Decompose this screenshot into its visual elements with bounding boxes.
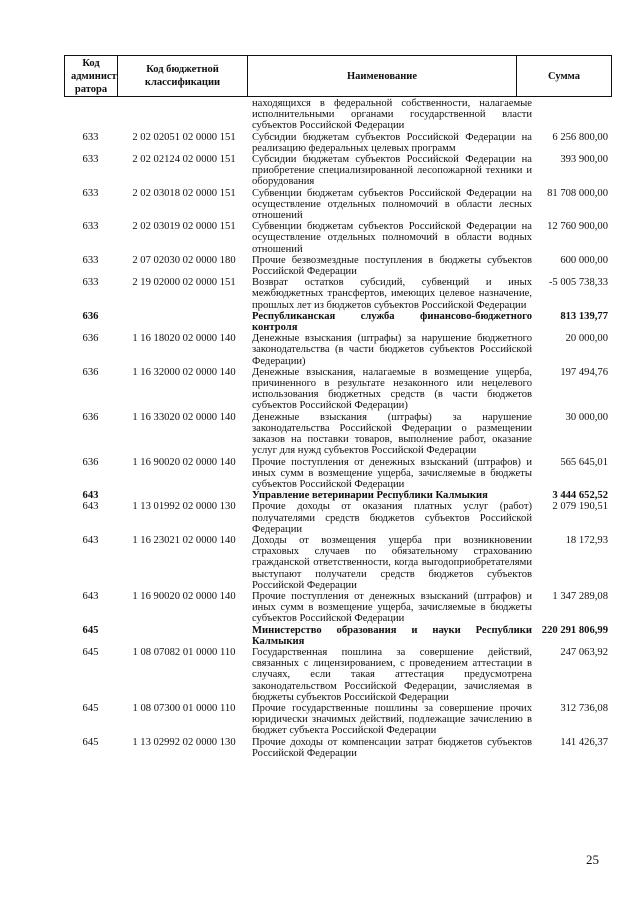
- cell-budget-code: 1 16 90020 02 0000 140: [132, 456, 236, 468]
- cell-admin-code: 645: [82, 624, 99, 636]
- header-name: Наименование: [248, 56, 517, 97]
- table-row: [64, 703, 611, 737]
- cell-admin-code: 643: [82, 501, 99, 513]
- table-row-section: [64, 625, 611, 647]
- cell-name: Прочие государственные пошлины за совершение прочих юридически значимых действий, подлежащие зачислению в бюджет субъекта Российской Федерации: [252, 702, 532, 737]
- table-row: [64, 277, 611, 311]
- page-number: 25: [586, 852, 599, 867]
- table-row-section: [64, 490, 611, 501]
- cell-sum: 30 000,00: [565, 411, 608, 423]
- cell-name: Субсидии бюджетам субъектов Российской Федерации на реализацию федеральных целевых программ: [252, 131, 532, 154]
- cell-name: Прочие доходы от компенсации затрат бюджетов субъектов Российской Федерации: [252, 736, 532, 759]
- cell-budget-code: 1 08 07300 01 0000 110: [132, 702, 236, 714]
- cell-sum: 565 645,01: [560, 456, 608, 468]
- table-body: [64, 98, 611, 759]
- cell-budget-code: 2 07 02030 02 0000 180: [132, 254, 236, 266]
- table-row: [64, 255, 611, 277]
- cell-budget-code: 1 16 33020 02 0000 140: [132, 411, 236, 423]
- cell-sum: 247 063,92: [560, 646, 608, 658]
- cell-sum: 197 494,76: [560, 366, 608, 378]
- cell-admin-code: 633: [82, 221, 99, 233]
- cell-sum: 393 900,00: [560, 154, 608, 166]
- cell-admin-code: 645: [82, 702, 99, 714]
- cell-name: Субсидии бюджетам субъектов Российской Федерации на приобретение специализированной лесопожарной техники и оборудования: [252, 154, 532, 188]
- cell-budget-code: 1 13 01992 02 0000 130: [132, 501, 236, 513]
- cell-sum: 20 000,00: [565, 333, 608, 345]
- cell-name: Возврат остатков субсидий, субвенций и иных межбюджетных трансфертов, имеющих целевое назначение, прошлых лет из бюджетов субъектов Российской Федерации: [252, 277, 532, 311]
- cell-sum: 312 736,08: [560, 702, 608, 714]
- cell-admin-code: 643: [82, 590, 99, 602]
- table-row: [64, 333, 611, 367]
- cell-name: Прочие доходы от оказания платных услуг (работ) получателями средств бюджетов субъектов Российской Федерации: [252, 501, 532, 535]
- cell-name: Министерство образования и науки Республики Калмыкия: [252, 624, 532, 647]
- cell-budget-code: 1 08 07082 01 0000 110: [132, 646, 236, 658]
- table-row-section: [64, 311, 611, 333]
- cell-admin-code: 643: [82, 490, 99, 502]
- cell-name: Денежные взыскания (штрафы) за нарушение бюджетного законодательства (в части бюджетов субъектов Российской Федерации): [252, 333, 532, 367]
- cell-admin-code: 645: [82, 646, 99, 658]
- cell-name: Республиканская служба финансово-бюджетного контроля: [252, 310, 532, 334]
- header-budget-code: Код бюджетной классификации: [118, 56, 248, 97]
- cell-name: Денежные взыскания (штрафы) за нарушение законодательства Российской Федерации о размещении заказов на поставки товаров, выполнение работ, оказание услуг для нужд субъектов Российской Федерации: [252, 411, 532, 457]
- table-row: [64, 591, 611, 625]
- cell-name: Управление ветеринарии Республики Калмыкия: [252, 490, 488, 502]
- cell-admin-code: 636: [82, 366, 99, 378]
- cell-sum: 2 079 190,51: [552, 501, 608, 513]
- cell-name: Субвенции бюджетам субъектов Российской Федерации на осуществление отдельных полномочий в области водных отношений: [252, 221, 532, 255]
- table-row: [64, 501, 611, 535]
- cell-admin-code: 636: [82, 310, 99, 322]
- cell-budget-code: 2 02 03018 02 0000 151: [132, 187, 236, 199]
- table-row: [64, 535, 611, 591]
- table-row: [64, 647, 611, 703]
- cell-name: Государственная пошлина за совершение действий, связанных с лицензированием, с проведением аттестации в случаях, если такая аттестация предусмотрена законодательством Российской Федерации, зачисляемая в бюджеты субъектов Российской Федерации: [252, 646, 532, 703]
- cell-sum: -5 005 738,33: [548, 277, 608, 289]
- cell-budget-code: 1 16 90020 02 0000 140: [132, 590, 236, 602]
- header-sum: Сумма: [517, 56, 612, 97]
- table-row: [64, 188, 611, 222]
- cell-budget-code: 1 13 02992 02 0000 130: [132, 736, 236, 748]
- cell-name: находящихся в федеральной собственности, налагаемые исполнительными органами государственной власти субъектов Российской Федерации: [252, 98, 532, 132]
- cell-sum: 6 256 800,00: [552, 131, 608, 143]
- cell-name: Прочие поступления от денежных взысканий (штрафов) и иных сумм в возмещение ущерба, зачисляемые в бюджеты субъектов Российской Федерации: [252, 456, 532, 490]
- cell-sum: 18 172,93: [565, 534, 608, 546]
- cell-admin-code: 633: [82, 154, 99, 166]
- cell-name: Доходы от возмещения ущерба при возникновении страховых случаев по обязательному страхованию гражданской ответственности, когда выгодоприобретателями выступают получатели средств бюджетов субъектов Российской Федерации: [252, 534, 532, 591]
- cell-sum: 141 426,37: [560, 736, 608, 748]
- cell-admin-code: 633: [82, 187, 99, 199]
- table-row: [64, 154, 611, 188]
- cell-sum: 3 444 652,52: [552, 490, 608, 502]
- cell-budget-code: 2 02 03019 02 0000 151: [132, 221, 236, 233]
- cell-sum: 1 347 289,08: [552, 590, 608, 602]
- table-row: [64, 132, 611, 154]
- cell-sum: 12 760 900,00: [547, 221, 608, 233]
- cell-admin-code: 633: [82, 277, 99, 289]
- table-row: [64, 457, 611, 491]
- cell-budget-code: 1 16 23021 02 0000 140: [132, 534, 236, 546]
- cell-admin-code: 633: [82, 131, 99, 143]
- cell-sum: 81 708 000,00: [547, 187, 608, 199]
- cell-admin-code: 643: [82, 534, 99, 546]
- cell-budget-code: 1 16 32000 02 0000 140: [132, 366, 236, 378]
- cell-sum: 813 139,77: [560, 310, 608, 322]
- cell-budget-code: 2 02 02051 02 0000 151: [132, 131, 236, 143]
- cell-budget-code: 2 02 02124 02 0000 151: [132, 154, 236, 166]
- cell-sum: 220 291 806,99: [541, 624, 608, 636]
- cell-name: Денежные взыскания, налагаемые в возмещение ущерба, причиненного в результате незаконного или нецелевого использования бюджетных средств (в части бюджетов субъектов Российской Федерации): [252, 366, 532, 412]
- table-row: [64, 412, 611, 457]
- cell-admin-code: 633: [82, 254, 99, 266]
- cell-name: Прочие безвозмездные поступления в бюджеты субъектов Российской Федерации: [252, 254, 532, 278]
- cell-name: Прочие поступления от денежных взысканий (штрафов) и иных сумм в возмещение ущерба, зачисляемые в бюджеты субъектов Российской Федерации: [252, 590, 532, 625]
- table-row: [64, 367, 611, 412]
- cell-admin-code: 645: [82, 736, 99, 748]
- cell-budget-code: 1 16 18020 02 0000 140: [132, 333, 236, 345]
- cell-admin-code: 636: [82, 456, 99, 468]
- cell-sum: 600 000,00: [560, 254, 608, 266]
- table-row: [64, 737, 611, 759]
- cell-admin-code: 636: [82, 333, 99, 345]
- table-row: [64, 98, 611, 132]
- header-admin-code: Код админист ратора: [65, 56, 118, 97]
- cell-admin-code: 636: [82, 411, 99, 423]
- cell-name: Субвенции бюджетам субъектов Российской Федерации на осуществление отдельных полномочий в области лесных отношений: [252, 187, 532, 222]
- cell-budget-code: 2 19 02000 02 0000 151: [132, 277, 236, 289]
- table-row: [64, 221, 611, 255]
- table-header: [64, 55, 612, 97]
